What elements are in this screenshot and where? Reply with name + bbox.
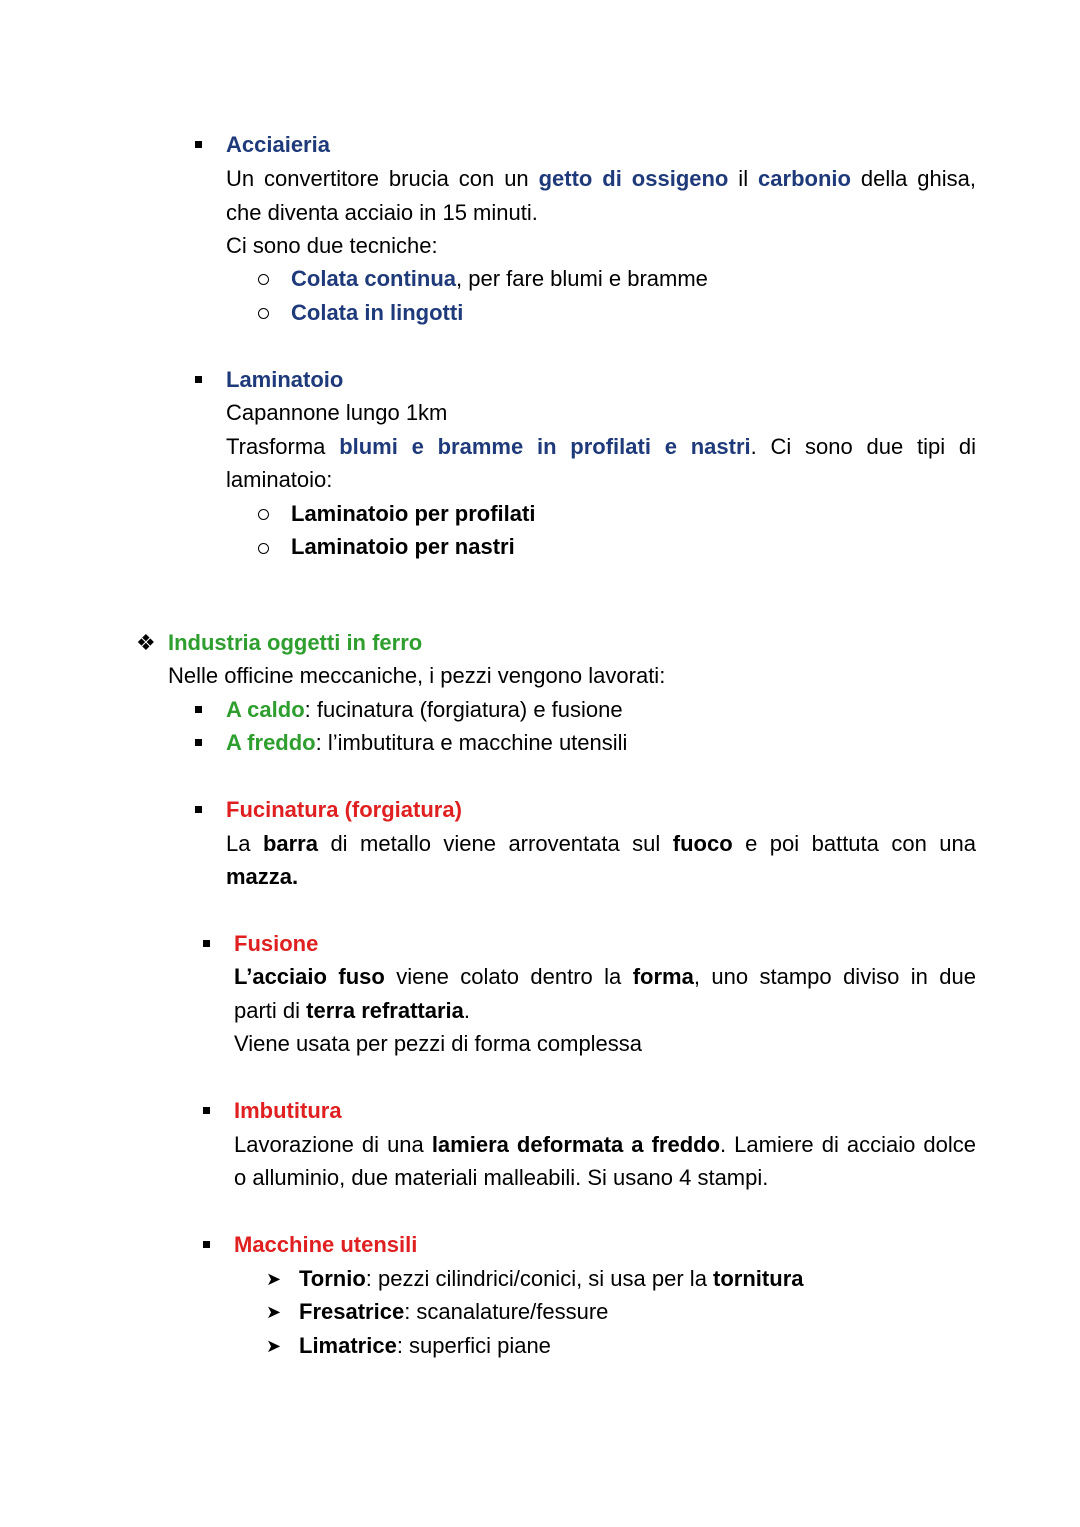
fucinatura-heading: Fucinatura (forgiatura) (226, 797, 462, 822)
list-item: Colata continua, per fare blumi e bramme (291, 266, 708, 291)
fucinatura-line-2: mazza. (226, 864, 299, 889)
acciaieria-heading: Acciaieria (226, 132, 330, 157)
list-item: A freddo: l’imbutitura e macchine utensili (226, 730, 628, 755)
laminatoio-line-3: laminatoio: (226, 467, 333, 492)
list-item: Limatrice: superfici piane (299, 1333, 551, 1358)
imbutitura-line-1: Lavorazione di una lamiera deformata a freddo. Lamiere di acciaio dolce (234, 1132, 976, 1157)
bullet-circle-icon (258, 308, 269, 319)
bullet-circle-icon (258, 543, 269, 554)
industria-heading: Industria oggetti in ferro (168, 630, 423, 655)
bullet-square-icon (195, 739, 202, 746)
list-item: Colata in lingotti (291, 300, 464, 325)
list-item: Laminatoio per nastri (291, 534, 515, 559)
industria-intro: Nelle officine meccaniche, i pezzi vengono lavorati: (168, 663, 666, 688)
laminatoio-line-2: Trasforma blumi e bramme in profilati e nastri. Ci sono due tipi di (226, 434, 977, 459)
arrow-bullet-icon: ➤ (266, 1302, 282, 1322)
laminatoio-line-1: Capannone lungo 1km (226, 400, 448, 425)
bullet-square-icon (195, 141, 202, 148)
fusione-line-2: parti di terra refrattaria. (234, 998, 471, 1023)
bullet-square-icon (203, 1107, 210, 1114)
fucinatura-line-1: La barra di metallo viene arroventata sul fuoco e poi battuta con una (226, 831, 976, 856)
acciaieria-line-1: Un convertitore brucia con un getto di ossigeno il carbonio della ghisa, (226, 166, 976, 191)
arrow-bullet-icon: ➤ (266, 1269, 282, 1289)
list-item: Fresatrice: scanalature/fessure (299, 1299, 609, 1324)
bullet-square-icon (195, 706, 202, 713)
laminatoio-heading: Laminatoio (226, 367, 344, 392)
bullet-square-icon (203, 940, 210, 947)
list-item: A caldo: fucinatura (forgiatura) e fusione (226, 697, 623, 722)
acciaieria-line-3: Ci sono due tecniche: (226, 233, 438, 258)
imbutitura-heading: Imbutitura (234, 1098, 342, 1123)
bullet-circle-icon (258, 509, 269, 520)
bullet-circle-icon (258, 274, 269, 285)
arrow-bullet-icon: ➤ (266, 1336, 282, 1356)
diamond-bullet-icon: ❖ (136, 630, 156, 655)
bullet-square-icon (195, 806, 202, 813)
bullet-square-icon (195, 376, 202, 383)
list-item: Tornio: pezzi cilindrici/conici, si usa per la tornitura (299, 1266, 804, 1291)
acciaieria-line-2: che diventa acciaio in 15 minuti. (226, 200, 538, 225)
imbutitura-line-2: o alluminio, due materiali malleabili. Si usano 4 stampi. (234, 1165, 769, 1190)
fusione-line-3: Viene usata per pezzi di forma complessa (234, 1031, 643, 1056)
macchine-heading: Macchine utensili (234, 1232, 418, 1257)
list-item: Laminatoio per profilati (291, 501, 536, 526)
fusione-heading: Fusione (234, 931, 319, 956)
fusione-line-1: L’acciaio fuso viene colato dentro la forma, uno stampo diviso in due (234, 964, 976, 989)
bullet-square-icon (203, 1241, 210, 1248)
